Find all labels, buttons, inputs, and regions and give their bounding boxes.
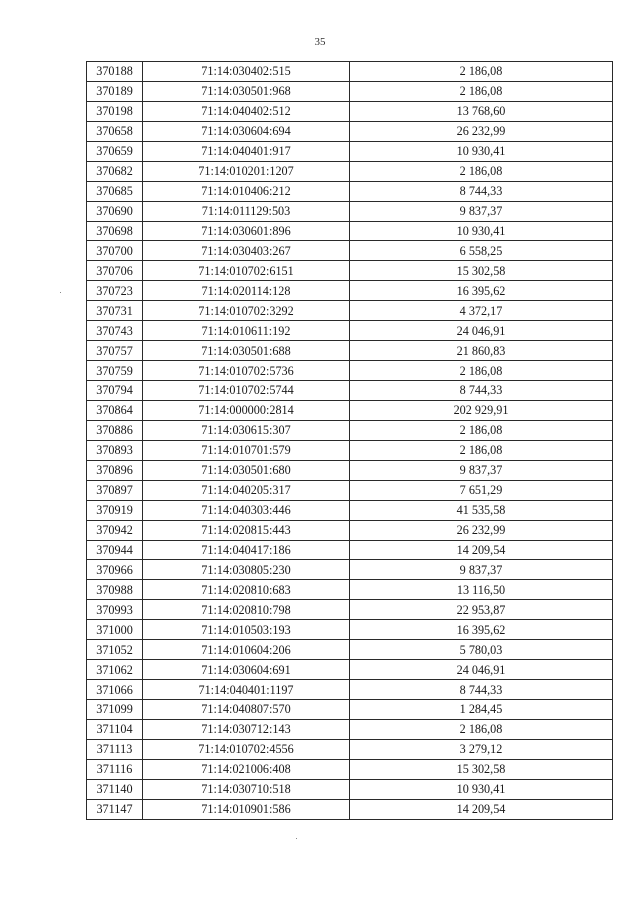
- cadastral-number-cell: 71:14:010201:1207: [143, 161, 350, 181]
- value-cell: 21 860,83: [350, 341, 613, 361]
- table-row: [87, 540, 613, 560]
- table-row: [87, 361, 613, 381]
- row-id-cell: 370690: [87, 201, 143, 221]
- cadastral-number-cell: 71:14:030710:518: [143, 779, 350, 799]
- value-cell: 1 284,45: [350, 700, 613, 720]
- table-row: [87, 700, 613, 720]
- table-row: [87, 161, 613, 181]
- row-id-cell: 370659: [87, 141, 143, 161]
- row-id-cell: 370893: [87, 440, 143, 460]
- row-id-cell: 370685: [87, 181, 143, 201]
- value-cell: 2 186,08: [350, 719, 613, 739]
- table-row: [87, 62, 613, 82]
- cadastral-number-cell: 71:14:020810:683: [143, 580, 350, 600]
- table-row: [87, 739, 613, 759]
- row-id-cell: 371000: [87, 620, 143, 640]
- row-id-cell: 370886: [87, 420, 143, 440]
- value-cell: 8 744,33: [350, 381, 613, 401]
- cadastral-number-cell: 71:14:010611:192: [143, 321, 350, 341]
- cadastral-number-cell: 71:14:010702:5744: [143, 381, 350, 401]
- scan-speck: [296, 838, 297, 839]
- row-id-cell: 370731: [87, 301, 143, 321]
- table-row: [87, 81, 613, 101]
- value-cell: 10 930,41: [350, 779, 613, 799]
- value-cell: 6 558,25: [350, 241, 613, 261]
- table-row: [87, 779, 613, 799]
- table-row: [87, 580, 613, 600]
- table-row: [87, 600, 613, 620]
- cadastral-number-cell: 71:14:010702:4556: [143, 739, 350, 759]
- cadastral-number-cell: 71:14:040303:446: [143, 500, 350, 520]
- table-row: [87, 480, 613, 500]
- cadastral-number-cell: 71:14:030805:230: [143, 560, 350, 580]
- row-id-cell: 370988: [87, 580, 143, 600]
- value-cell: 8 744,33: [350, 181, 613, 201]
- table-row: [87, 440, 613, 460]
- value-cell: 9 837,37: [350, 460, 613, 480]
- cadastral-number-cell: 71:14:010702:3292: [143, 301, 350, 321]
- table-row: [87, 680, 613, 700]
- value-cell: 9 837,37: [350, 560, 613, 580]
- table-row: [87, 181, 613, 201]
- value-cell: 15 302,58: [350, 759, 613, 779]
- row-id-cell: 370942: [87, 520, 143, 540]
- value-cell: 26 232,99: [350, 520, 613, 540]
- row-id-cell: 371062: [87, 660, 143, 680]
- table-row: [87, 221, 613, 241]
- value-cell: 7 651,29: [350, 480, 613, 500]
- row-id-cell: 371140: [87, 779, 143, 799]
- row-id-cell: 371104: [87, 719, 143, 739]
- cadastral-number-cell: 71:14:040205:317: [143, 480, 350, 500]
- cadastral-number-cell: 71:14:040401:917: [143, 141, 350, 161]
- value-cell: 14 209,54: [350, 799, 613, 819]
- cadastral-number-cell: 71:14:030604:694: [143, 121, 350, 141]
- value-cell: 2 186,08: [350, 440, 613, 460]
- value-cell: 202 929,91: [350, 400, 613, 420]
- value-cell: 26 232,99: [350, 121, 613, 141]
- table-row: [87, 500, 613, 520]
- value-cell: 13 768,60: [350, 101, 613, 121]
- row-id-cell: 370966: [87, 560, 143, 580]
- value-cell: 15 302,58: [350, 261, 613, 281]
- cadastral-number-cell: 71:14:000000:2814: [143, 400, 350, 420]
- value-cell: 24 046,91: [350, 660, 613, 680]
- cadastral-number-cell: 71:14:020810:798: [143, 600, 350, 620]
- table-row: [87, 719, 613, 739]
- cadastral-number-cell: 71:14:010701:579: [143, 440, 350, 460]
- row-id-cell: 370864: [87, 400, 143, 420]
- value-cell: 2 186,08: [350, 161, 613, 181]
- row-id-cell: 370896: [87, 460, 143, 480]
- table-row: [87, 341, 613, 361]
- scan-speck: [60, 292, 61, 293]
- row-id-cell: 370723: [87, 281, 143, 301]
- table-row: [87, 400, 613, 420]
- table-row: [87, 620, 613, 640]
- value-cell: 13 116,50: [350, 580, 613, 600]
- cadastral-number-cell: 71:14:030403:267: [143, 241, 350, 261]
- cadastral-number-cell: 71:14:040807:570: [143, 700, 350, 720]
- row-id-cell: 370794: [87, 381, 143, 401]
- cadastral-number-cell: 71:14:030501:968: [143, 81, 350, 101]
- table-row: [87, 141, 613, 161]
- row-id-cell: 370188: [87, 62, 143, 82]
- value-cell: 10 930,41: [350, 221, 613, 241]
- row-id-cell: 371052: [87, 640, 143, 660]
- row-id-cell: 370700: [87, 241, 143, 261]
- cadastral-number-cell: 71:14:010503:193: [143, 620, 350, 640]
- cadastral-number-cell: 71:14:040402:512: [143, 101, 350, 121]
- cadastral-number-cell: 71:14:020815:443: [143, 520, 350, 540]
- row-id-cell: 371066: [87, 680, 143, 700]
- page-number: 35: [314, 36, 326, 48]
- row-id-cell: 370944: [87, 540, 143, 560]
- value-cell: 2 186,08: [350, 361, 613, 381]
- cadastral-number-cell: 71:14:010901:586: [143, 799, 350, 819]
- table-row: [87, 420, 613, 440]
- value-cell: 2 186,08: [350, 62, 613, 82]
- value-cell: 2 186,08: [350, 420, 613, 440]
- table-row: [87, 261, 613, 281]
- table-row: [87, 759, 613, 779]
- table-row: [87, 101, 613, 121]
- table-row: [87, 321, 613, 341]
- row-id-cell: 371099: [87, 700, 143, 720]
- cadastral-number-cell: 71:14:010702:5736: [143, 361, 350, 381]
- table-row: [87, 121, 613, 141]
- cadastral-number-cell: 71:14:021006:408: [143, 759, 350, 779]
- row-id-cell: 370198: [87, 101, 143, 121]
- row-id-cell: 370698: [87, 221, 143, 241]
- row-id-cell: 370706: [87, 261, 143, 281]
- table-row: [87, 640, 613, 660]
- row-id-cell: 370919: [87, 500, 143, 520]
- value-cell: 10 930,41: [350, 141, 613, 161]
- cadastral-number-cell: 71:14:030501:680: [143, 460, 350, 480]
- table-row: [87, 241, 613, 261]
- table-row: [87, 560, 613, 580]
- cadastral-number-cell: 71:14:030615:307: [143, 420, 350, 440]
- cadastral-number-cell: 71:14:030712:143: [143, 719, 350, 739]
- row-id-cell: 370743: [87, 321, 143, 341]
- value-cell: 14 209,54: [350, 540, 613, 560]
- value-cell: 41 535,58: [350, 500, 613, 520]
- cadastral-number-cell: 71:14:010406:212: [143, 181, 350, 201]
- value-cell: 8 744,33: [350, 680, 613, 700]
- table-row: [87, 460, 613, 480]
- row-id-cell: 370658: [87, 121, 143, 141]
- registry-table-body: [87, 62, 613, 820]
- cadastral-number-cell: 71:14:030501:688: [143, 341, 350, 361]
- cadastral-number-cell: 71:14:030604:691: [143, 660, 350, 680]
- row-id-cell: 370993: [87, 600, 143, 620]
- value-cell: 16 395,62: [350, 620, 613, 640]
- row-id-cell: 370897: [87, 480, 143, 500]
- row-id-cell: 370759: [87, 361, 143, 381]
- cadastral-number-cell: 71:14:040401:1197: [143, 680, 350, 700]
- value-cell: 9 837,37: [350, 201, 613, 221]
- table-row: [87, 660, 613, 680]
- cadastral-number-cell: 71:14:011129:503: [143, 201, 350, 221]
- value-cell: 22 953,87: [350, 600, 613, 620]
- registry-table: [86, 61, 613, 820]
- table-row: [87, 281, 613, 301]
- row-id-cell: 370682: [87, 161, 143, 181]
- table-row: [87, 301, 613, 321]
- cadastral-number-cell: 71:14:030402:515: [143, 62, 350, 82]
- cadastral-number-cell: 71:14:020114:128: [143, 281, 350, 301]
- value-cell: 5 780,03: [350, 640, 613, 660]
- cadastral-number-cell: 71:14:010702:6151: [143, 261, 350, 281]
- table-row: [87, 520, 613, 540]
- value-cell: 3 279,12: [350, 739, 613, 759]
- table-row: [87, 799, 613, 819]
- row-id-cell: 371116: [87, 759, 143, 779]
- cadastral-number-cell: 71:14:030601:896: [143, 221, 350, 241]
- table-row: [87, 381, 613, 401]
- row-id-cell: 371147: [87, 799, 143, 819]
- row-id-cell: 370757: [87, 341, 143, 361]
- value-cell: 16 395,62: [350, 281, 613, 301]
- value-cell: 24 046,91: [350, 321, 613, 341]
- row-id-cell: 370189: [87, 81, 143, 101]
- value-cell: 2 186,08: [350, 81, 613, 101]
- value-cell: 4 372,17: [350, 301, 613, 321]
- row-id-cell: 371113: [87, 739, 143, 759]
- cadastral-number-cell: 71:14:040417:186: [143, 540, 350, 560]
- table-row: [87, 201, 613, 221]
- cadastral-number-cell: 71:14:010604:206: [143, 640, 350, 660]
